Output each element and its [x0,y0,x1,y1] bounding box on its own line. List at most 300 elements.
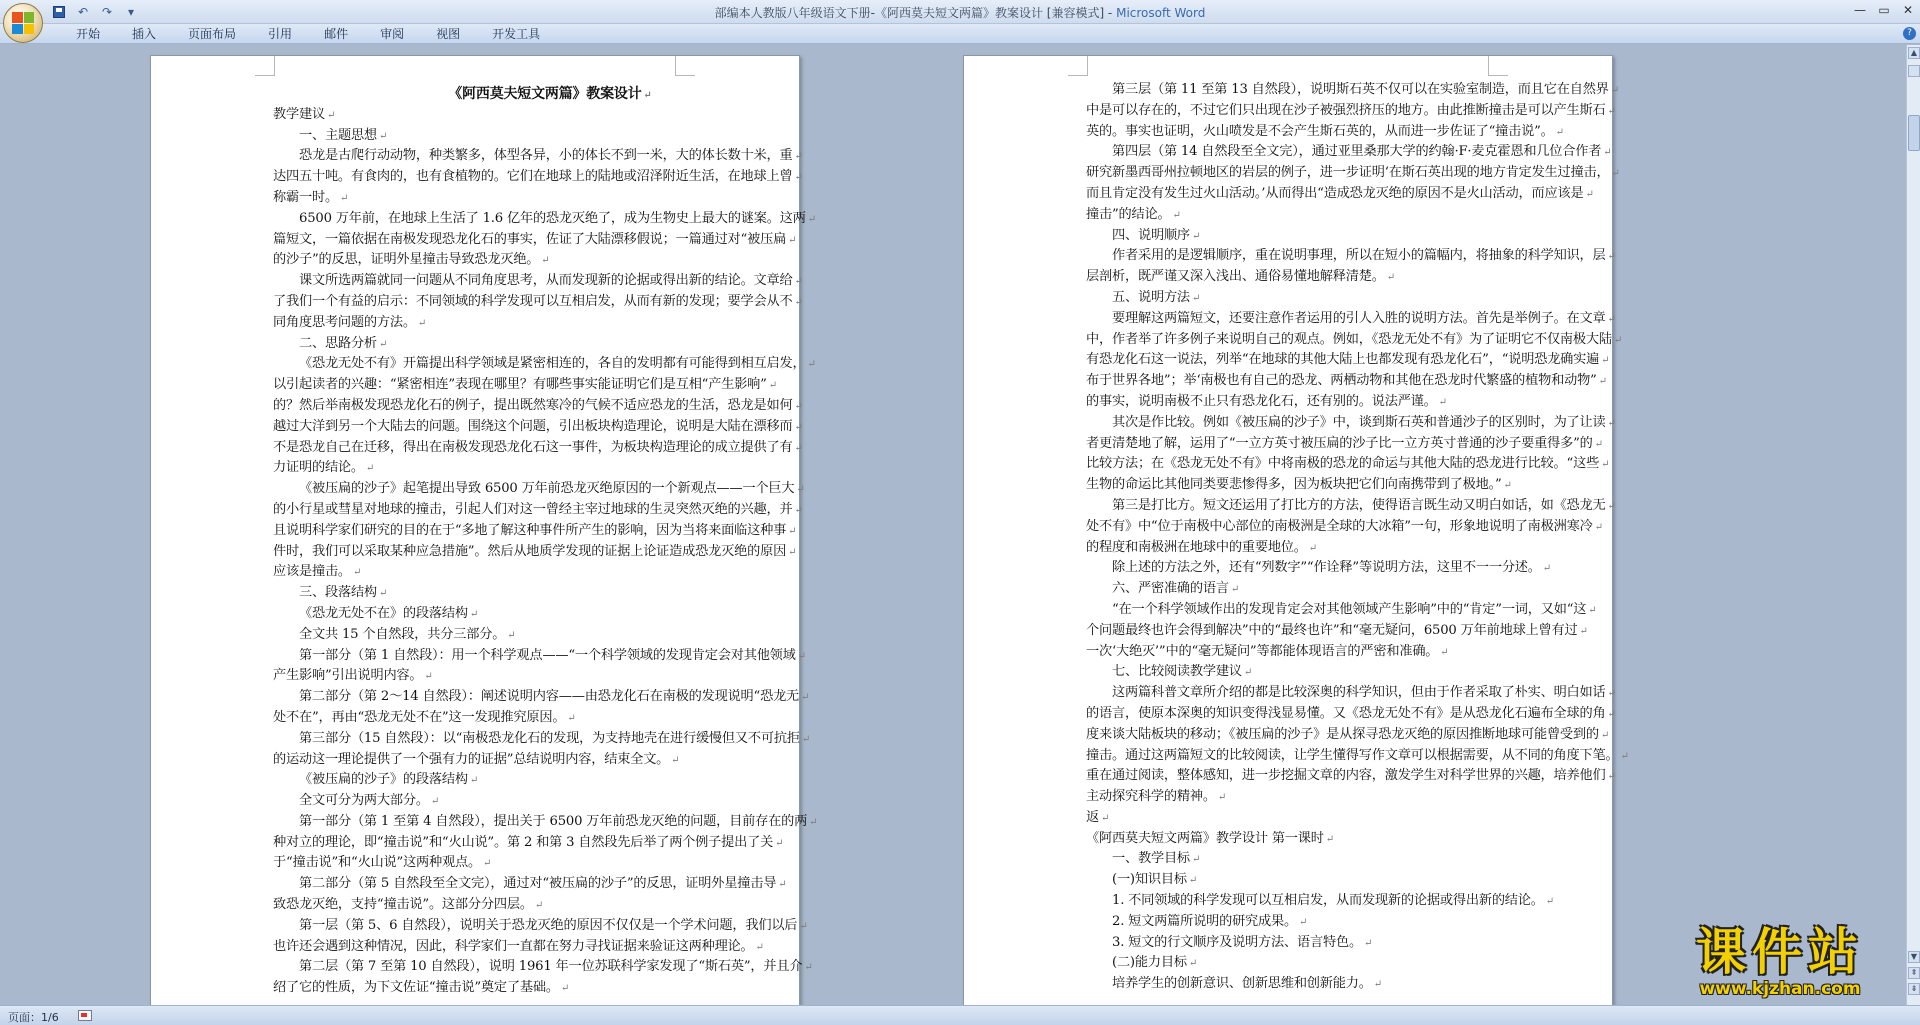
paragraph-mark-icon: ↵ [1613,334,1623,346]
line-text: 处不在”，再由“恐龙无处不在”这一发现推究原因。 [273,709,566,725]
line-text: 第一层（第 5、6 自然段），说明关于恐龙灭绝的原因不仅仅是一个学术问题，我们以后 [299,917,798,933]
text-line[interactable] [1086,642,1640,663]
text-line[interactable] [1086,746,1640,767]
line-text: 布于世界各地”；举‘南极也有自己的恐龙、两栖动物和其他在恐龙时代繁盛的植物和动物” [1086,373,1597,389]
text-line[interactable] [1086,538,1640,559]
line-text: 其次是作比较。例如《被压扁的沙子》中，谈到斯石英和普通沙子的区别时，为了让读 [1112,414,1606,430]
text-line[interactable] [1086,392,1640,413]
text-line[interactable] [1086,558,1640,579]
text-line[interactable] [273,146,827,167]
line-text: 六、严密准确的语言 [1112,581,1229,597]
text-line[interactable] [273,354,827,375]
watermark-logo-text: 课件站 [1696,923,1864,981]
line-text: 不是恐龙自己在迁移，得出在南极发现恐龙化石这一事件，为板块构造理论的成立提供了有 [273,439,793,455]
paragraph-mark-icon: ↵ [788,546,797,558]
line-text: 二、思路分析 [299,335,377,351]
ruler-toggle-icon[interactable] [1908,65,1920,77]
line-text: 一、教学目标 [1112,851,1190,867]
line-text: 致恐龙灭绝，支持“撞击说”。这部分分四层。 [273,897,533,913]
line-text: 了我们一个有益的启示：不同领域的科学发现可以互相启发，从而有新的发现；要学会从不 [273,293,793,309]
line-text: 培养学生的创新意识、创新思维和创新能力。 [1112,976,1372,992]
line-text: “在一个科学领域作出的发现肯定会对其他领域产生影响”中的“肯定”一词，又如“这 [1112,601,1587,617]
text-line[interactable] [1086,974,1640,995]
text-line[interactable] [273,521,827,542]
line-text: 《被压扁的沙子》的段落结构 [299,772,468,788]
line-text: 而且肯定没有发生过火山活动。’从而得出“造成恐龙灭绝的原因不是火山活动，而应该是 [1086,185,1584,201]
line-text: 《阿西莫夫短文两篇》教学设计 第一课时 [1086,830,1324,846]
line-text: 研究新墨西哥州拉顿地区的岩层的例子，进一步证明‘在斯石英出现的地方肯定发生过撞击， [1086,165,1610,181]
line-text: 2. 短文两篇所说明的研究成果。 [1112,913,1298,929]
line-text: 《阿西莫夫短文两篇》教案设计 [448,86,642,102]
paragraph-mark-icon: ↵ [794,442,803,454]
text-line[interactable] [273,957,827,978]
line-text: 《恐龙无处不有》开篇提出科学领域是紧密相连的，各自的发明都有可能得到相互启发， [299,356,806,372]
line-text: 要理解这两篇短文，还要注意作者运用的引人入胜的说明方法。首先是举例子。在文章 [1112,310,1606,326]
page-text[interactable] [273,84,827,999]
line-text: 以引起读者的兴趣：“紧密相连”表现在哪里？有哪些事实能证明它们是互相“产生影响” [273,377,767,393]
text-line[interactable] [273,375,827,396]
line-text: 课文所选两篇就同一问题从不同角度思考，从而发现新的论据或得出新的结论。文章给 [299,273,793,289]
ribbon-tab-bar [0,24,1920,44]
line-text: 返 [1086,809,1099,825]
text-line[interactable] [273,188,827,209]
paragraph-mark-icon: ↵ [1545,896,1554,908]
line-text: 度来谈大陆板块的移动；《被压扁的沙子》是从探寻恐龙灭绝的原因推断地球可能曾受到的 [1086,726,1599,742]
paragraph-mark-icon: ↵ [1438,396,1447,408]
line-text: 这两篇科普文章所介绍的都是比较深奥的科学知识，但由于作者采取了朴实、明白如话 [1112,685,1606,701]
paragraph-mark-icon: ↵ [1172,209,1181,221]
line-text: 《恐龙无处不在》的段落结构 [299,605,468,621]
line-text: 英的。事实也证明，火山喷发是不会产生斯石英的，从而进一步佐证了“撞击说”。 [1086,123,1554,139]
scroll-down-icon[interactable]: ▼ [1908,951,1920,963]
paragraph-mark-icon: ↵ [1373,979,1382,991]
text-line[interactable] [273,874,827,895]
tab-mailings[interactable]: 邮件 [324,27,349,41]
paragraph-mark-icon: ↵ [1325,833,1334,845]
line-text: 处不有》中“位于南极中心部位的南极洲是全球的大冰箱”一句，形象地说明了南极洲寒冷 [1086,518,1593,534]
line-text: 中是可以存在的，不过它们只出现在沙子被强烈挤压的地方。由此推断撞击是可以产生斯石 [1086,102,1606,118]
paragraph-mark-icon: ↵ [1600,729,1610,741]
paragraph-mark-icon: ↵ [788,234,797,246]
paragraph-mark-icon: ↵ [794,151,803,163]
scroll-up-icon[interactable]: ▲ [1908,47,1920,59]
line-text: 3. 短文的行文顺序及说明方法、语言特色。 [1112,934,1362,950]
line-text: 第三部分（15 自然段）：以“南极恐龙化石的发现，为支持地壳在进行缓慢但又不可抗拒 [299,730,800,746]
text-line[interactable] [1086,80,1640,101]
document-title: 部编本人教版八年级语文下册-《阿西莫夫短文两篇》教案设计 [兼容模式] - [714,6,1117,20]
line-text: 件时，我们可以采取某种应急措施”。然后从地质学发现的证据上论证造成恐龙灭绝的原因 [273,543,787,559]
paragraph-mark-icon: ↵ [1363,937,1373,949]
line-text: 重在通过阅读，整体感知，进一步挖掘文章的内容，激发学生对科学世界的兴趣，培养他们 [1086,768,1606,784]
text-line[interactable] [1086,330,1640,351]
paragraph-mark-icon: ↵ [1579,625,1588,637]
text-line[interactable] [1086,849,1640,870]
next-page-icon[interactable]: ⇟ [1908,983,1920,995]
text-line[interactable] [1086,142,1640,163]
line-text: (二)能力目标 [1112,955,1187,971]
paragraph-mark-icon: ↵ [1601,355,1610,367]
paragraph-mark-icon: ↵ [378,338,388,350]
office-button[interactable] [3,3,43,43]
text-line[interactable] [1086,163,1640,184]
paragraph-mark-icon: ↵ [1191,230,1201,242]
text-line[interactable] [1086,226,1640,247]
paragraph-mark-icon: ↵ [794,276,803,288]
paragraph-mark-icon: ↵ [1607,313,1616,325]
text-line[interactable] [273,770,827,791]
paragraph-mark-icon: ↵ [483,858,492,870]
paragraph-mark-icon: ↵ [1607,771,1616,783]
text-line[interactable] [273,604,827,625]
text-line[interactable] [1086,101,1640,122]
paragraph-mark-icon: ↵ [1188,958,1198,970]
line-text: 的？然后举南极发现恐龙化石的例子，提出既然寒冷的气候不适应恐龙的生活，恐龙是如何 [273,397,793,413]
line-text: 四、说明顺序 [1112,227,1190,243]
paragraph-mark-icon: ↵ [534,900,544,912]
line-text: 6500 万年前，在地球上生活了 1.6 亿年的恐龙灭绝了，成为生物史上最大的谜案。这两 [299,210,806,226]
text-line[interactable] [1086,350,1640,371]
text-line[interactable] [273,687,827,708]
line-text: 称霸一时。 [273,189,338,205]
paragraph-mark-icon: ↵ [799,920,808,932]
text-line[interactable] [273,167,827,188]
paragraph-mark-icon: ↵ [541,255,550,267]
paragraph-mark-icon: ↵ [339,192,349,204]
text-line[interactable] [273,126,827,147]
paragraph-mark-icon: ↵ [804,962,813,974]
paragraph-mark-icon: ↵ [430,796,440,808]
site-watermark [1660,925,1900,1005]
text-line[interactable] [273,916,827,937]
line-text: 应该是撞击。 [273,564,351,580]
restore-button[interactable]: ▭ [1878,3,1890,17]
paragraph-mark-icon: ↵ [378,130,388,142]
line-text: 产生影响”引出说明内容。 [273,668,423,684]
paragraph-mark-icon: ↵ [424,671,433,683]
proofing-icon[interactable] [78,1010,92,1021]
paragraph-mark-icon: ↵ [1299,916,1308,928]
text-line[interactable] [273,895,827,916]
document-page-1[interactable] [150,55,818,1005]
paragraph-mark-icon: ↵ [1594,438,1603,450]
line-text: 七、比较阅读教学建议 [1112,664,1242,680]
text-line[interactable] [273,729,827,750]
text-line[interactable] [1086,870,1640,891]
text-line[interactable] [1086,517,1640,538]
text-line[interactable] [273,583,827,604]
line-text: 的运动这一理论提供了一个强有力的证据”总结说明内容，结束全文。 [273,751,670,767]
text-line[interactable] [273,542,827,563]
ribbon-tabs [60,26,556,42]
line-text: 者更清楚地了解，运用了“一立方英寸被压扁的沙子比一立方英寸普通的沙子要重得多”的 [1086,435,1593,451]
line-text: 作者采用的是逻辑顺序，重在说明事理，所以在短小的篇幅内，将抽象的科学知识，层 [1112,248,1606,264]
line-text: 第二部分（第 5 自然段至全文完），通过对“被压扁的沙子”的反思，证明外星撞击导 [299,876,777,892]
paragraph-mark-icon: ↵ [801,692,810,704]
document-heading[interactable] [273,84,827,105]
paragraph-mark-icon: ↵ [1243,667,1253,679]
line-text: 的小行星或彗星对地球的撞击，引起人们对这一曾经主宰过地球的生灵突然灭绝的兴趣，并 [273,501,793,517]
paragraph-mark-icon: ↵ [671,754,680,766]
text-line[interactable] [1086,933,1640,954]
text-line[interactable] [273,646,827,667]
paragraph-mark-icon: ↵ [1588,604,1597,616]
line-text: 中，作者举了许多例子来说明自己的观点。例如，《恐龙无处不有》为了证明它不仅南极大陆 [1086,331,1612,347]
line-text: 一、主题思想 [299,127,377,143]
paragraph-mark-icon: ↵ [1308,542,1317,554]
line-text: 五、说明方法 [1112,289,1190,305]
crop-mark [675,56,695,76]
line-text: 比较方法；在《恐龙无处不有》中将南极的恐龙的命运与其他大陆的恐龙进行比较。“这些 [1086,456,1600,472]
paragraph-mark-icon: ↵ [469,608,479,620]
paragraph-mark-icon: ↵ [755,941,764,953]
paragraph-mark-icon: ↵ [1607,417,1616,429]
paragraph-mark-icon: ↵ [417,317,427,329]
line-text: 第一部分（第 1 至第 4 自然段），提出关于 6500 万年前恐龙灭绝的问题，目前存在的两 [299,813,808,829]
paragraph-mark-icon: ↵ [796,484,805,496]
text-line[interactable] [273,500,827,521]
text-line[interactable] [1086,267,1640,288]
tab-page-layout[interactable]: 页面布局 [188,27,237,41]
line-text: 恐龙是古爬行动动物，种类繁多，体型各异，小的体长不到一米，大的体长数十米，重 [299,148,793,164]
paragraph-mark-icon: ↵ [378,588,388,600]
paragraph-mark-icon: ↵ [807,359,816,371]
app-name: Microsoft Word [1116,6,1206,20]
paragraph-mark-icon: ↵ [1603,147,1612,159]
scrollbar-thumb[interactable] [1908,115,1920,151]
paragraph-mark-icon: ↵ [507,629,516,641]
text-line[interactable] [1086,725,1640,746]
paragraph-mark-icon: ↵ [1188,875,1198,887]
paragraph-mark-icon: ↵ [1386,272,1395,284]
text-line[interactable] [273,396,827,417]
paragraph-mark-icon: ↵ [1191,292,1201,304]
paragraph-mark-icon: ↵ [1607,251,1616,263]
text-line[interactable] [1086,912,1640,933]
tab-review[interactable]: 审阅 [380,27,405,41]
paragraph-mark-icon: ↵ [1607,105,1616,117]
paragraph-mark-icon: ↵ [801,733,811,745]
text-line[interactable] [1086,205,1640,226]
text-line[interactable] [273,438,827,459]
text-line[interactable] [1086,288,1640,309]
text-line[interactable] [273,812,827,833]
line-text: 生物的命运比其他同类要悲惨得多，因为板块把它们向南携带到了极地。” [1086,477,1502,493]
paragraph-mark-icon: ↵ [794,400,803,412]
tab-insert[interactable]: 插入 [132,27,157,41]
paragraph-mark-icon: ↵ [1555,126,1564,138]
title-bar [0,0,1920,24]
paragraph-mark-icon: ↵ [326,109,336,121]
window-title [0,4,1920,21]
paragraph-mark-icon: ↵ [365,463,375,475]
text-line[interactable] [273,708,827,729]
line-text: 的语言，使原本深奥的知识变得浅显易懂。又《恐龙无处不有》是从恐龙化石遍布全球的角 [1086,705,1606,721]
line-text: 撞击”的结论。 [1086,206,1171,222]
text-line[interactable] [273,250,827,271]
paragraph-mark-icon: ↵ [1542,563,1551,575]
text-line[interactable] [1086,787,1640,808]
text-line[interactable] [1086,579,1640,600]
text-line[interactable] [1086,808,1640,829]
line-text: 三、段落结构 [299,585,377,601]
text-line[interactable] [273,313,827,334]
crop-mark [1068,56,1088,76]
tab-home[interactable]: 开始 [76,27,101,41]
text-line[interactable] [1086,662,1640,683]
paragraph-mark-icon: ↵ [1598,376,1607,388]
text-line[interactable] [273,562,827,583]
text-line[interactable] [1086,184,1640,205]
paragraph-mark-icon: ↵ [794,296,803,308]
text-line[interactable] [273,833,827,854]
text-line[interactable] [273,625,827,646]
text-line[interactable] [273,417,827,438]
line-text: 第二层（第 7 至第 10 自然段），说明 1961 年一位苏联科学家发现了“斯石英”，并且介 [299,959,803,975]
line-text: 同角度思考问题的方法。 [273,314,416,330]
paragraph-mark-icon: ↵ [768,380,777,392]
text-line[interactable] [1086,309,1640,330]
tab-references[interactable]: 引用 [268,27,293,41]
line-text: 力证明的结论。 [273,460,364,476]
text-line[interactable] [273,666,827,687]
line-text: 于“撞击说”和“火山说”这两种观点。 [273,855,481,871]
window-controls [1852,2,1916,18]
paragraph-mark-icon: ↵ [560,983,570,995]
line-text: 全文共 15 个自然段，共分三部分。 [299,626,506,642]
paragraph-mark-icon: ↵ [1440,646,1449,658]
text-line[interactable] [273,853,827,874]
text-line[interactable] [1086,829,1640,850]
paragraph-mark-icon: ↵ [1607,688,1616,700]
page-text[interactable] [1086,80,1640,995]
status-bar [0,1005,1920,1025]
line-text: 的沙子”的反思，证明外星撞击导致恐龙灭绝。 [273,252,540,268]
text-line[interactable] [273,937,827,958]
text-line[interactable] [273,105,827,126]
line-text: 教学建议 [273,106,325,122]
paragraph-mark-icon: ↵ [1503,480,1512,492]
paragraph-mark-icon: ↵ [469,775,479,787]
text-line[interactable] [1086,454,1640,475]
text-line[interactable] [273,292,827,313]
redo-icon: ↷ [101,5,113,19]
text-line[interactable] [273,750,827,771]
text-line[interactable] [273,271,827,292]
page-count-status[interactable]: 页面：1/6 [8,1011,59,1024]
paragraph-mark-icon: ↵ [794,504,803,516]
text-line[interactable] [1086,704,1640,725]
line-text: 篇短文，一篇依据在南极发现恐龙化石的事实，佐证了大陆漂移假说；一篇通过对“被压扁 [273,231,787,247]
line-text: 一次‘大绝灭’”中的“毫无疑问”等都能体现语言的严密和准确。 [1086,643,1439,659]
paragraph-mark-icon: ↵ [794,172,803,184]
line-text: 的程度和南极洲在地球中的重要地位。 [1086,539,1307,555]
text-line[interactable] [273,479,827,500]
text-line[interactable] [1086,413,1640,434]
line-text: 第一部分（第 1 自然段）：用一个科学观点——“一个科学领域的发现肯定会对其他领域 [299,647,796,663]
text-line[interactable] [1086,600,1640,621]
undo-icon: ↶ [77,5,89,19]
text-line[interactable] [1086,496,1640,517]
crop-mark [255,56,275,76]
line-text: 全文可分为两大部分。 [299,793,429,809]
paragraph-mark-icon: ↵ [1607,708,1616,720]
paragraph-mark-icon: ↵ [643,90,652,101]
close-button[interactable]: ✕ [1902,3,1914,17]
paragraph-mark-icon: ↵ [1601,459,1610,471]
text-line[interactable] [1086,953,1640,974]
text-line[interactable] [1086,122,1640,143]
paragraph-mark-icon: ↵ [1217,792,1227,804]
line-text: 除上述的方法之外，还有“列数字”“作诠释”等说明方法，这里不一一分述。 [1112,560,1541,576]
text-line[interactable] [273,458,827,479]
paragraph-mark-icon: ↵ [794,421,803,433]
minimize-button[interactable]: — [1854,3,1866,17]
line-text: 有恐龙化石这一说法，列举“在地球的其他大陆上也都发现有恐龙化石”，“说明恐龙确实遍 [1086,352,1600,368]
text-line[interactable] [1086,891,1640,912]
paragraph-mark-icon: ↵ [567,712,576,724]
paragraph-mark-icon: ↵ [1230,584,1240,596]
line-text: 且说明科学家们研究的目的在于“多地了解这种事件所产生的影响，因为当将来面临这种事 [273,522,787,538]
paragraph-mark-icon: ↵ [1594,521,1603,533]
paragraph-mark-icon: ↵ [1101,812,1110,824]
text-line[interactable] [1086,621,1640,642]
paragraph-mark-icon: ↵ [1585,188,1594,200]
paragraph-mark-icon: ↵ [788,525,797,537]
text-line[interactable] [1086,766,1640,787]
line-text: 个问题最终也许会得到解决”中的“最终也许”和“毫无疑问，6500 万年前地球上曾有过 [1086,622,1578,638]
text-line[interactable] [1086,434,1640,455]
paragraph-mark-icon: ↵ [797,650,806,662]
document-page-2[interactable] [963,55,1629,1005]
paragraph-mark-icon: ↵ [807,213,816,225]
text-line[interactable] [1086,371,1640,392]
previous-page-icon[interactable]: ⇞ [1908,967,1920,979]
tab-developer[interactable]: 开发工具 [492,27,541,41]
line-text: 第二部分（第 2～14 自然段）：阐述说明内容——由恐龙化石在南极的发现说明“恐龙无 [299,689,800,705]
text-line[interactable] [1086,475,1640,496]
text-line[interactable] [1086,683,1640,704]
office-logo-icon [12,12,34,34]
paragraph-mark-icon: ↵ [809,816,818,828]
line-text: 第三层（第 11 至第 13 自然段），说明斯石英不仅可以在实验室制造，而且它在自然界 [1112,82,1609,97]
line-text: 撞击。通过这两篇短文的比较阅读，让学生懂得写作文章可以根据需要，从不同的角度下笔。 [1086,747,1619,763]
crop-mark [1488,56,1508,76]
text-line[interactable] [273,230,827,251]
chevron-down-icon: ▾ [127,5,135,19]
text-line[interactable] [273,334,827,355]
text-line[interactable] [1086,246,1640,267]
line-text: 达四五十吨。有食肉的，也有食植物的。它们在地球上的陆地或沼泽附近生活，在地球上曾 [273,169,793,185]
document-workspace [0,45,1906,1005]
paragraph-mark-icon: ↵ [1620,750,1629,762]
line-text: 《被压扁的沙子》起笔提出导致 6500 万年前恐龙灭绝原因的一个新观点——一个巨大 [299,481,795,497]
line-text: 第四层（第 14 自然段至全文完），通过亚里桑那大学的约翰·F·麦克霍恩和几位合作者 [1112,144,1602,160]
line-text: 层剖析，既严谨又深入浅出、通俗易懂地解释清楚。 [1086,269,1385,285]
tab-view[interactable]: 视图 [436,27,461,41]
text-line[interactable] [273,791,827,812]
text-line[interactable] [273,978,827,999]
line-text: 主动探究科学的精神。 [1086,789,1216,805]
line-text: 的事实，说明南极不止只有恐龙化石，还有别的。说法严谨。 [1086,393,1437,409]
line-text: 种对立的理论，即“撞击说”和“火山说”。第 2 和第 3 自然段先后举了两个例子提出了关 [273,834,774,850]
line-text: 绍了它的性质，为下文佐证“撞击说”奠定了基础。 [273,980,559,996]
vertical-scrollbar[interactable] [1906,45,1920,1005]
line-text: 越过大洋到另一个大陆去的问题。围绕这个问题，引出板块构造理论，说明是大陆在漂移而 [273,418,793,434]
paragraph-mark-icon: ↵ [352,567,362,579]
help-icon[interactable]: ? [1903,27,1916,40]
paragraph-mark-icon: ↵ [1607,500,1616,512]
text-line[interactable] [273,209,827,230]
